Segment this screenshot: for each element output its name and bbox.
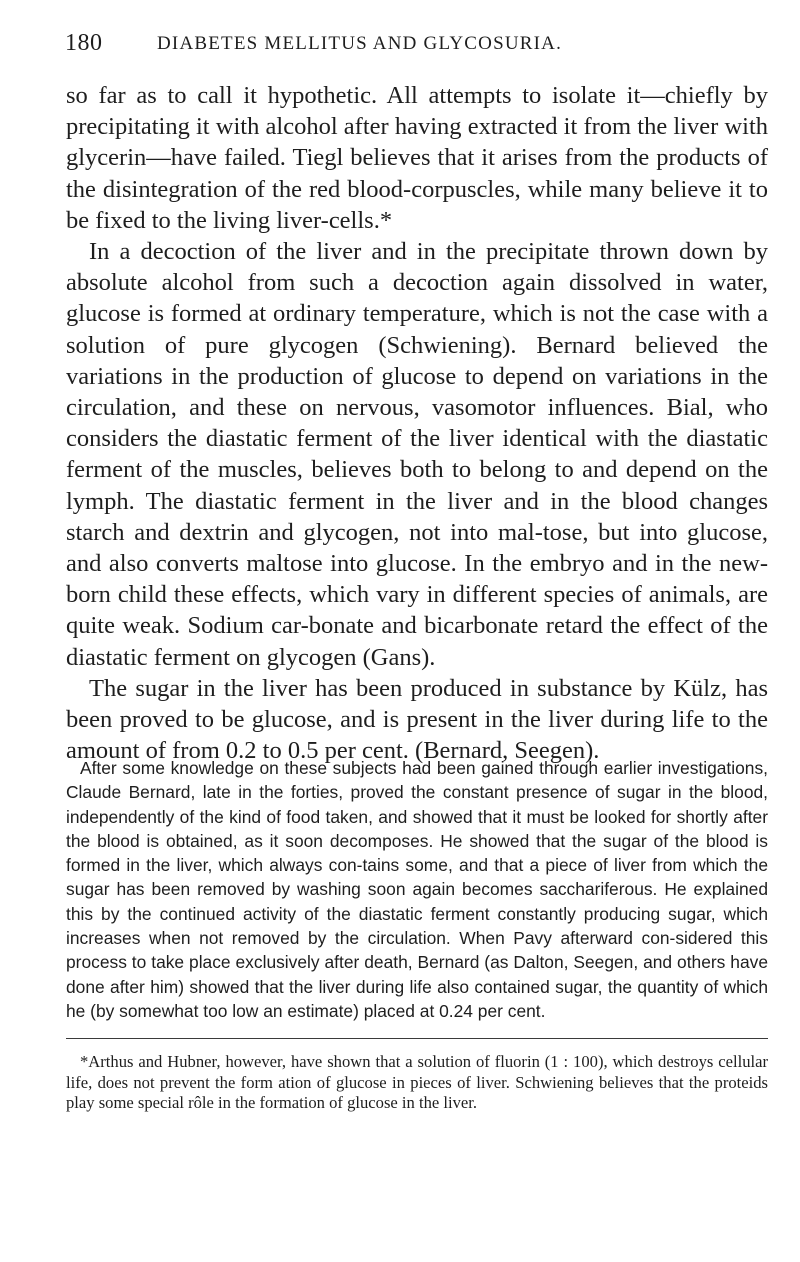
paragraph: The sugar in the liver has been produced in substance by Külz, has been proved to be glucose, and is present in the liver during life to the amount of from 0.2 to 0.5 per cent. (Bernard, Seegen).: [66, 674, 768, 765]
small-print-paragraph: After some knowledge on these subjects had been gained through earlier investigations, Claude Bernard, late in the forties, proved the constant presence of sugar in the blood, independently of the kind of food taken, and showed that it must be looked for shortly after the blood is obtained, as it soon decomposes. He showed that the sugar of the blood is formed in the liver, which always con-tains some, and that a piece of liver from which the sugar has been removed by washing soon again becomes sacchariferous. He explained this by the continued activity of the diastatic ferment constantly producing sugar, which increases when not removed by the circulation. When Pavy afterward con-sidered this process to take place exclusively after death, Bernard (as Dalton, Seegen, and others have done after him) showed that the liver during life also contained sugar, the quantity of which he (by somewhat too low an estimate) placed at 0.24 per cent.: [66, 758, 768, 1021]
footnote: *Arthus and Hubner, however, have shown that a solution of fluorin (1 : 100), which destroys cellular life, does not prevent the form ation of glucose in pieces of liver. Schwiening believes that the proteids play some special rôle in the formation of glucose in the liver.: [66, 1052, 768, 1113]
running-title: DIABETES MELLITUS AND GLYCOSURIA.: [157, 33, 563, 54]
page-number: 180: [65, 30, 103, 56]
footnote-divider: [66, 1038, 768, 1039]
main-text: [66, 80, 768, 766]
paragraph: so far as to call it hypothetic. All attempts to isolate it—chiefly by precipitating it with alcohol after having extracted it from the liver with glycerin—have failed. Tiegl believes that it arises from the products of the disintegration of the red blood-corpuscles, while many believe it to be fixed to the living liver-cells.*: [66, 82, 768, 234]
page-header: [65, 30, 755, 58]
paragraph: In a decoction of the liver and in the precipitate thrown down by absolute alcohol from such a decoction again dissolved in water, glucose is formed at ordinary temperature, which is not the case with a solution of pure glycogen (Schwiening). Bernard believed the variations in the production of glucose to depend on variations in the circulation, and these on nervous, vasomotor influences. Bial, who considers the diastatic ferment of the liver identical with the diastatic ferment of the muscles, believes both to belong to and depend on the lymph. The diastatic ferment in the liver and in the blood changes starch and dextrin and glycogen, not into mal-tose, but into glucose, and also converts maltose into glucose. In the embryo and in the new-born child these effects, which vary in different species of animals, are quite weak. Sodium car-bonate and bicarbonate retard the effect of the diastatic ferment on glycogen (Gans).: [66, 238, 768, 671]
